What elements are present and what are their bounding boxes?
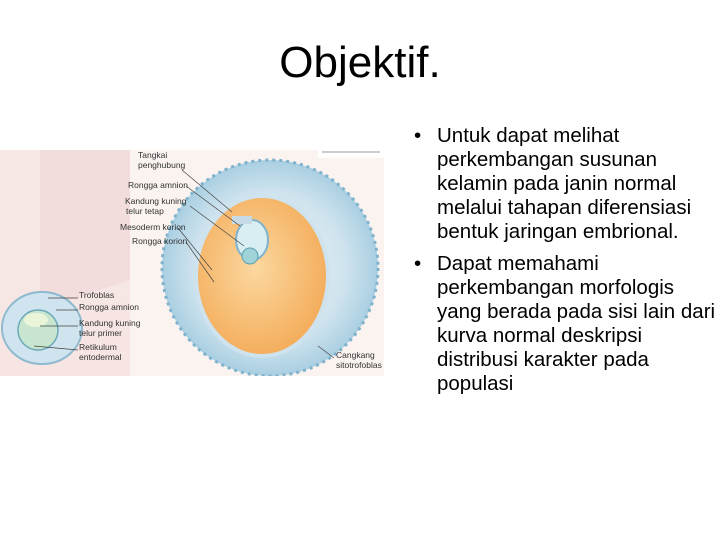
objective-list <box>412 124 718 404</box>
label-penghubung: penghubung <box>138 160 186 170</box>
objective-item: • Dapat memahami perkembangan morfologis yang berada pada sisi lain dari kurva normal deskripsi distribusi karakter pada populasi <box>412 252 718 396</box>
label-sitotrofoblas: sitotrofoblas <box>336 360 382 370</box>
label-telur-primer: telur primer <box>79 328 122 338</box>
label-retikulum: Retikulum <box>79 342 117 352</box>
label-rongga-korion: Rongga korion <box>132 236 188 246</box>
label-rongga-amnion: Rongga amnion <box>128 180 189 190</box>
objective-item: • Untuk dapat melihat perkembangan susunan kelamin pada janin normal melalui tahapan diferensiasi bentuk jaringan embrional. <box>412 124 718 244</box>
label-rongga-amnion-left: Rongga amnion <box>79 302 140 312</box>
label-kandung-kuning: Kandung kuning <box>125 196 187 206</box>
label-kandung-kuning-primer: Kandung kuning <box>79 318 141 328</box>
yolk-sac <box>242 248 258 264</box>
label-tangkai: Tangkai <box>138 150 168 160</box>
label-cangkang: Cangkang <box>336 350 375 360</box>
label-mesoderm-korion: Mesoderm korion <box>120 222 186 232</box>
slide-title: Objektif. <box>279 38 441 87</box>
embryo-illustration <box>0 150 384 376</box>
label-telur-tetap: telur tetap <box>126 206 164 216</box>
label-entodermal: entodermal <box>79 352 122 362</box>
embryo-diagram-image <box>0 150 384 376</box>
label-trofoblas: Trofoblas <box>79 290 115 300</box>
